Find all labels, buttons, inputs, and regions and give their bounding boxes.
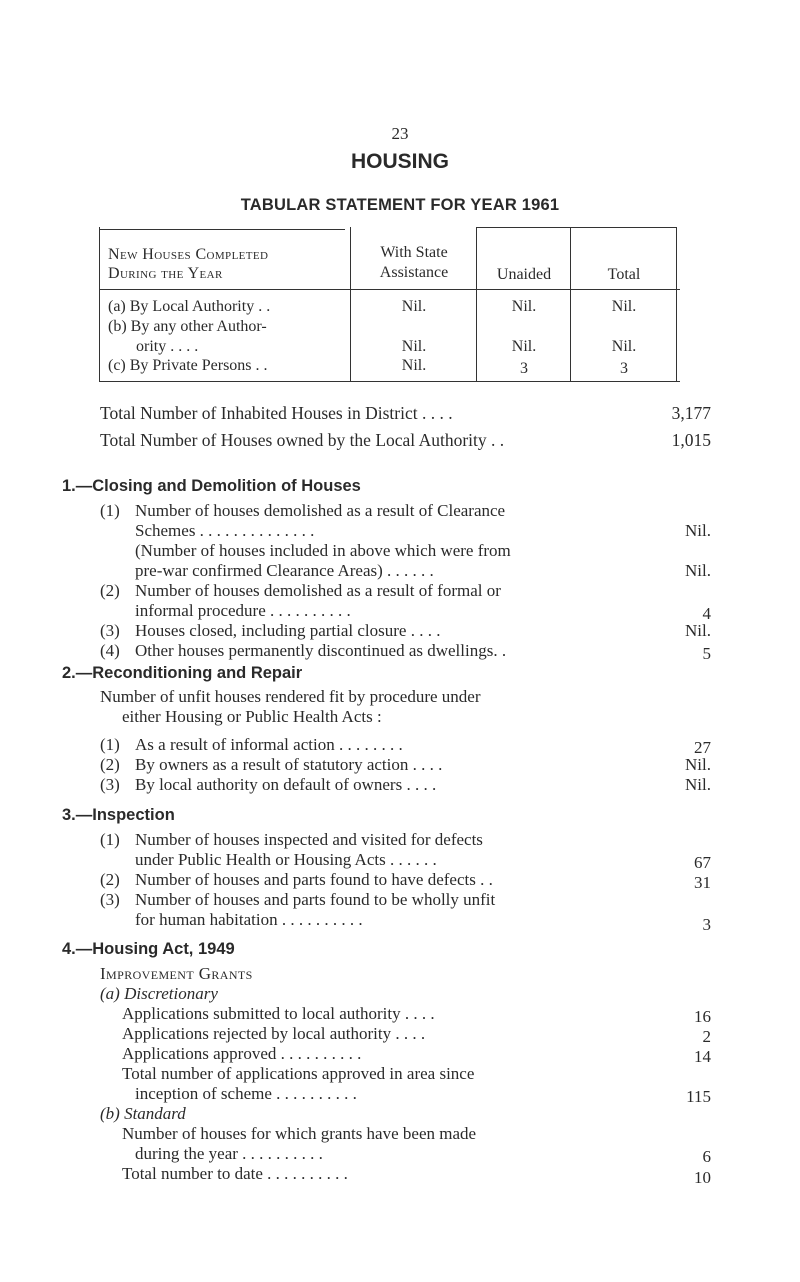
total-inhabited-label: Total Number of Inhabited Houses in District . . . .	[100, 403, 453, 423]
item-text: As a result of informal action . . . . . . . .	[135, 735, 403, 754]
housing-table	[99, 227, 680, 382]
subsection-label: (b) Standard	[100, 1104, 186, 1123]
table-rule	[99, 289, 680, 290]
item-text: Number of houses for which grants have been made	[122, 1124, 477, 1143]
item-text: Total number to date . . . . . . . . . .	[122, 1164, 348, 1183]
item-text: inception of scheme . . . . . . . . . .	[135, 1084, 357, 1103]
col-header-houses-line2: During the Year	[108, 265, 223, 282]
table-rule	[350, 227, 351, 382]
row-b-label-line1: (b) By any other Author-	[108, 318, 267, 335]
item-text: (Number of houses included in above which were from	[135, 541, 511, 560]
item-text: Number of houses and parts found to be wholly unfit	[135, 890, 496, 909]
row-a-with-state: Nil.	[401, 298, 427, 315]
item-text: Number of houses demolished as a result of Clearance	[135, 501, 506, 520]
total-inhabited-value: 3,177	[671, 403, 711, 423]
page-number: 23	[391, 124, 409, 143]
section-heading: 3.—Inspection	[62, 806, 175, 824]
row-b-label-line2: ority . . . .	[136, 338, 199, 355]
section-heading: 1.—Closing and Demolition of Houses	[62, 477, 361, 495]
total-owned-label: Total Number of Houses owned by the Local Authority . .	[100, 430, 505, 450]
item-value: 4	[702, 604, 711, 623]
item-text: either Housing or Public Health Acts :	[122, 707, 382, 726]
table-rule	[99, 229, 345, 230]
row-a-total: Nil.	[611, 298, 637, 315]
total-owned-value: 1,015	[671, 430, 711, 450]
page-title: HOUSING	[350, 150, 449, 173]
item-text: Houses closed, including partial closure . . . .	[135, 621, 441, 640]
row-a-label: (a) By Local Authority . .	[108, 298, 271, 315]
item-text: Schemes . . . . . . . . . . . . . .	[135, 521, 315, 540]
item-number: (2)	[100, 755, 120, 774]
item-text: By owners as a result of statutory action . . . .	[135, 755, 443, 774]
row-b-with-state: Nil.	[401, 338, 427, 355]
item-value: 3	[702, 915, 711, 934]
table-rule	[476, 227, 676, 228]
page-subtitle: TABULAR STATEMENT FOR YEAR 1961	[240, 196, 560, 214]
item-text: Applications rejected by local authority . . . .	[122, 1024, 426, 1043]
item-value: 6	[702, 1147, 711, 1166]
item-value: Nil.	[685, 521, 711, 540]
item-text: By local authority on default of owners . . . .	[135, 775, 437, 794]
item-value: Nil.	[685, 755, 711, 774]
item-text: Number of unfit houses rendered fit by procedure under	[100, 687, 481, 706]
row-b-unaided: Nil.	[511, 338, 537, 355]
row-a-unaided: Nil.	[511, 298, 537, 315]
item-number: (2)	[100, 870, 120, 889]
item-number: (3)	[100, 890, 120, 909]
item-text: under Public Health or Housing Acts . . . . . .	[135, 850, 437, 869]
item-text: for human habitation . . . . . . . . . .	[135, 910, 363, 929]
item-number: (1)	[100, 501, 120, 520]
item-number: (3)	[100, 621, 120, 640]
item-value: 14	[694, 1047, 711, 1066]
col-header-houses-line1: New Houses Completed	[108, 246, 269, 263]
item-number: (4)	[100, 641, 120, 660]
table-rule	[99, 381, 680, 382]
col-header-total: Total	[607, 266, 641, 283]
col-header-state-line1: With State	[380, 244, 448, 261]
item-value: 16	[694, 1007, 711, 1026]
item-text: during the year . . . . . . . . . .	[135, 1144, 323, 1163]
item-text: pre-war confirmed Clearance Areas) . . . . . .	[135, 561, 434, 580]
row-c-label: (c) By Private Persons . .	[108, 357, 268, 374]
row-c-with-state: Nil.	[401, 357, 427, 374]
item-value: 2	[702, 1027, 711, 1046]
row-b-total: Nil.	[611, 338, 637, 355]
item-value: 31	[694, 873, 711, 892]
item-number: (1)	[100, 830, 120, 849]
item-value: Nil.	[685, 775, 711, 794]
item-value: Nil.	[685, 621, 711, 640]
section-heading: 4.—Housing Act, 1949	[62, 940, 235, 958]
item-value: 27	[694, 738, 711, 757]
total-inhabited-row	[0, 403, 800, 427]
row-c-unaided: 3	[520, 360, 528, 377]
item-value: Nil.	[685, 561, 711, 580]
row-c-total: 3	[620, 360, 628, 377]
item-number: (2)	[100, 581, 120, 600]
item-number: (3)	[100, 775, 120, 794]
item-text: Number of houses and parts found to have defects . .	[135, 870, 493, 889]
item-text: Applications approved . . . . . . . . . .	[122, 1044, 362, 1063]
col-header-unaided: Unaided	[496, 266, 552, 283]
item-text: informal procedure . . . . . . . . . .	[135, 601, 351, 620]
item-value: 115	[686, 1087, 711, 1106]
item-text: Total number of applications approved in area since	[122, 1064, 475, 1083]
subheading: Improvement Grants	[100, 964, 253, 983]
item-text: Number of houses demolished as a result of formal or	[135, 581, 501, 600]
item-number: (1)	[100, 735, 120, 754]
total-owned-row	[0, 430, 800, 454]
item-text: Applications submitted to local authority . . . .	[122, 1004, 435, 1023]
col-header-state-line2: Assistance	[379, 264, 449, 281]
section-heading: 2.—Reconditioning and Repair	[62, 664, 303, 682]
item-text: Other houses permanently discontinued as dwellings. .	[135, 641, 507, 660]
item-value: 5	[702, 644, 711, 663]
table-rule	[99, 227, 100, 382]
item-value: 10	[694, 1168, 711, 1187]
item-value: 67	[694, 853, 711, 872]
item-text: Number of houses inspected and visited for defects	[135, 830, 483, 849]
subsection-label: (a) Discretionary	[100, 984, 218, 1003]
